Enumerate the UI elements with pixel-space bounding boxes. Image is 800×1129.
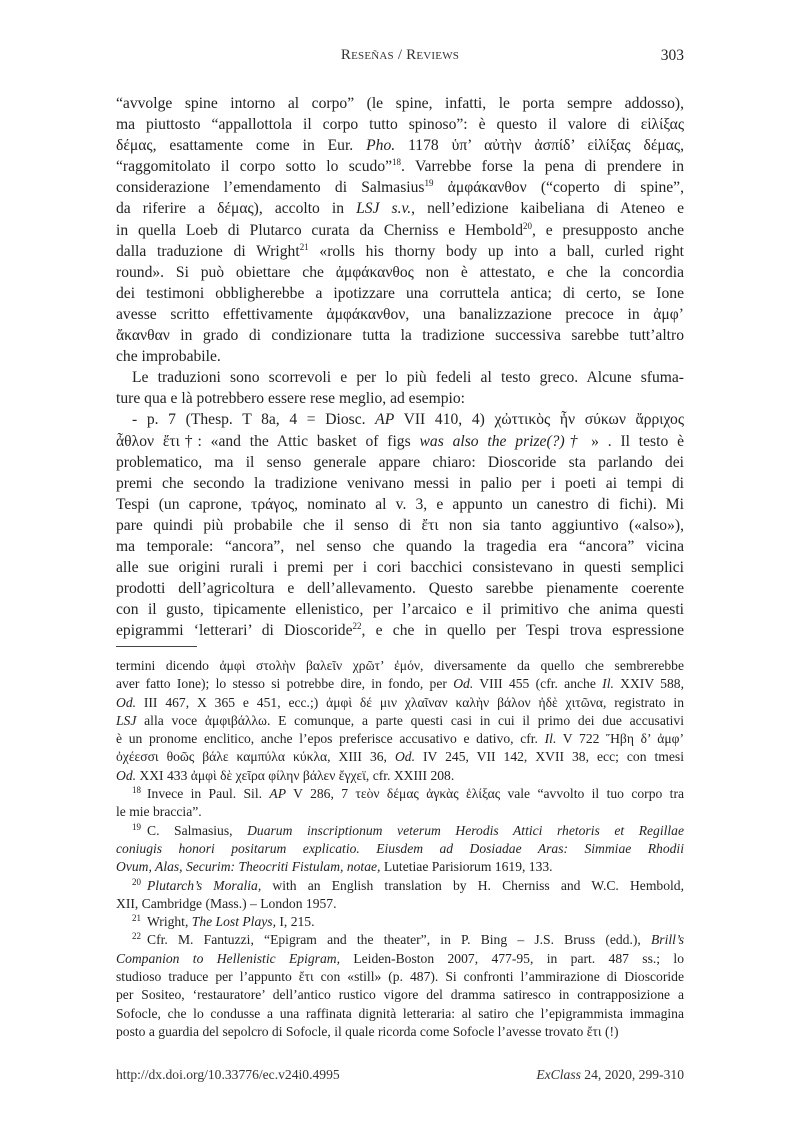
footnotes: [116, 657, 684, 1041]
footnote-line: per Sositeo, ‘restauratore’ dell’antico rustico vigore del dramma satiresco in contrapposizione a: [116, 987, 684, 1003]
footnote-separator-rule: [116, 646, 197, 647]
footnote-line: $^{22}$ Cfr. M. Fantuzzi, “Epigram and the theater”, in P. Bing – J.S. Bruss (edd.), Brill’s: [132, 931, 684, 948]
running-head: [116, 47, 684, 67]
footnote-line: posto a guardia del sepolcro di Sofocle, il quale ricorda come Sofocle l’avesse trovato ἔτι (!): [116, 1023, 619, 1039]
footnote-continued: [116, 657, 684, 785]
body-line: ἄκανθαν in grado di condizionare tutta la tradizione successiva sarebbe tutt’altro: [116, 327, 684, 345]
footnote-line: Sofocle, che lo condusse a una raffinata dignità letteraria: al satiro che l’epigrammista immagina: [116, 1005, 684, 1021]
footnote-line: termini dicendo ἀμφὶ στολὴν βαλεῖν χρῶτ’ ἐμόν, diversamente da quello che sembrerebbe: [116, 658, 684, 673]
footnote-line: studioso traduce per l’appunto ἔτι con «still» (p. 487). Si confronti l’ammirazione di Dioscoride: [116, 969, 684, 985]
footnote-line: Ovum, Alas, Securim: Theocriti Fistulam, notae, Lutetiae Parisiorum 1619, 133.: [116, 859, 553, 875]
body-line: da riferire a δέμας), accolto in LSJ s.v., nell’edizione kaibeliana di Ateneo e: [116, 200, 684, 218]
footnote-line: Od. XXI 433 ἀμφὶ δὲ χεῖρα φίλην βάλεν ἔγχεϊ, cfr. XXIII 208.: [116, 767, 455, 783]
body-line: premi che secondo la tradizione venivano messi in palio per i poeti ai tempi di: [116, 474, 684, 492]
footnote-ref[interactable]: 18: [392, 157, 402, 168]
body-line: alle sue origini rurali i premi per i cori bacchici consistevano in questi semplici: [116, 559, 684, 577]
journal-name: ExClass: [536, 1067, 581, 1082]
body-line: pare quindi più probabile che il senso di ἔτι non sia tanto aggiuntivo («also»),: [116, 516, 684, 534]
body-line: Le traduzioni sono scorrevoli e per lo più fedeli al testo greco. Alcune sfuma-: [132, 369, 684, 387]
body-line: δέμας, esattamente come in Eur. Pho. 1178 ὑπ’ αὐτὴν ἀσπίδ’ εἱλίξας δέμας,: [116, 137, 684, 155]
body-line: Tespi (un caprone, τράγος, nominato al v. 3, e appunto un canestro di fichi). Mi: [116, 495, 684, 513]
body-line: con il gusto, tipicamente ellenistico, per l’arcaico e il primitivo che anima questi: [116, 601, 684, 619]
body-line: avesse scritto effettivamente ἀμφάκανθον, una banalizzazione precoce in ἀμφ’: [116, 305, 684, 323]
body-line: ture qua e là potrebbero essere rese meglio, ad esempio:: [116, 390, 465, 408]
footnote-number: 18: [132, 785, 141, 796]
body-line: ma piuttosto “appallottola il corpo tutto spinoso”: è questo il valore di εἱλίξας: [116, 116, 684, 134]
footnote-19: [116, 822, 684, 877]
footnote-line: è un pronome enclitico, anche l’epos preferisce accusativo e dativo, cfr. Il. V 722 Ἥβη δ’ ἀμφ’: [116, 731, 684, 747]
body-line: considerazione l’emendamento di Salmasius$^{19}$ ἀμφάκανθον (“coperto di spine”,: [116, 178, 684, 197]
footnote-line: le mie braccia”.: [116, 804, 202, 820]
footnote-ref[interactable]: 19: [424, 178, 434, 189]
paragraph-3-example: [116, 409, 684, 641]
body-line: dei testimoni obbligherebbe a ipotizzare una corruttela antica; di certo, se Ione: [116, 284, 684, 302]
footnote-number: 19: [132, 821, 141, 832]
main-body-text: [116, 93, 684, 641]
footnote-line: $^{20}$ Plutarch’s Moralia, with an English translation by H. Cherniss and W.C. Hembold,: [132, 876, 684, 893]
footnote-line: aver fatto Ione); lo stesso si potrebbe dire, in fondo, per Od. VIII 455 (cfr. anche Il. XXIV 588,: [116, 676, 684, 692]
footnote-21: [116, 913, 684, 931]
running-title: Reseñas / Reviews: [340, 47, 460, 63]
journal-citation: [536, 1067, 684, 1083]
body-line: “raggomitolato il corpo sotto lo scudo”$^{18}$. Varrebbe forse la pena di prendere in: [116, 157, 684, 176]
footnote-ref[interactable]: 20: [523, 220, 533, 231]
body-line: dalla traduzione di Wright$^{21}$ «rolls his thorny body up into a ball, curled right: [116, 241, 685, 260]
journal-volume-pages: 24, 2020, 299-310: [580, 1067, 684, 1082]
paragraph-1: [116, 93, 684, 367]
footnote-number: 22: [132, 931, 141, 942]
body-line: “avvolge spine intorno al corpo” (le spine, infatti, le porta sempre addosso),: [116, 95, 684, 112]
body-line: ma temporale: “ancora”, nel senso che quando la tragedia era “ancora” vicina: [116, 537, 684, 555]
body-line: problematico, ma il senso generale appare chiaro: Dioscoride sta parlando dei: [116, 453, 684, 471]
body-line: round». Si può obiettare che ἀμφάκανθος non è attestato, e che la concordia: [116, 263, 684, 281]
footnote-18: [116, 785, 684, 822]
body-line: che improbabile.: [116, 348, 221, 366]
footnote-line: ὀχέεσσι θοῶς βάλε καμπύλα κύκλα, XIII 36, Od. IV 245, VII 142, XVII 38, ecc; con tmesi: [116, 749, 684, 765]
body-line: epigrammi ‘letterari’ di Dioscoride$^{22}$, e che in quello per Tespi trova espressione: [116, 621, 684, 640]
footnote-20: [116, 877, 684, 914]
footnote-number: 20: [132, 876, 141, 887]
footnote-line: Companion to Hellenistic Epigram, Leiden-Boston 2007, 477-95, in part. 487 ss.; lo: [116, 950, 685, 966]
footnote-line: coniugis honori positarum explicatio. Eiusdem ad Dosiadae Aras: Simmiae Rhodii: [116, 840, 684, 856]
footnote-line: $^{19}$ C. Salmasius, Duarum inscriptionum veterum Herodis Attici rhetoris et Regillae: [132, 821, 684, 838]
body-line: ἆθλον ἔτι†: «and the Attic basket of figs was also the prize(?)† » . Il testo è: [116, 432, 684, 450]
footnote-line: LSJ alla voce ἀμφιβάλλω. E comunque, a parte questi casi in cui il primo dei due accusativi: [116, 712, 684, 728]
footnote-line: $^{18}$ Invece in Paul. Sil. AP V 286, 7 τεὸν δέμας ἀγκὰς ἑλίξας vale “avvolto il tuo corpo tra: [132, 785, 685, 802]
page-number: 303: [660, 47, 684, 64]
footnote-line: Od. III 467, X 365 e 451, ecc.;) ἀμφὶ δέ μιν χλαῖναν καλὴν βάλον ἠδὲ χιτῶνα, registrato in: [116, 694, 684, 710]
footnote-line: $^{21}$ Wright, The Lost Plays, I, 215.: [132, 913, 315, 930]
paragraph-2: [116, 367, 684, 409]
footnote-list: [116, 785, 684, 1041]
footnote-line: XII, Cambridge (Mass.) – London 1957.: [116, 895, 337, 911]
body-line: in quella Loeb di Plutarco curata da Cherniss e Hembold$^{20}$, e presupposto anche: [116, 220, 684, 239]
body-line: - p. 7 (Thesp. T 8a, 4 = Diosc. AP VII 410, 4) χὠττικὸς ἦν σύκων ἄρριχος: [132, 411, 685, 429]
footnote-ref[interactable]: 22: [352, 621, 362, 632]
body-line: prodotti dell’agricoltura e dell’allevamento. Questo sarebbe pienamente coerente: [116, 580, 684, 598]
footnote-number: 21: [132, 913, 141, 924]
footnote-22: [116, 931, 684, 1041]
doi-link[interactable]: http://dx.doi.org/10.33776/ec.v24i0.4995: [116, 1067, 340, 1082]
footnote-ref[interactable]: 21: [299, 241, 309, 252]
